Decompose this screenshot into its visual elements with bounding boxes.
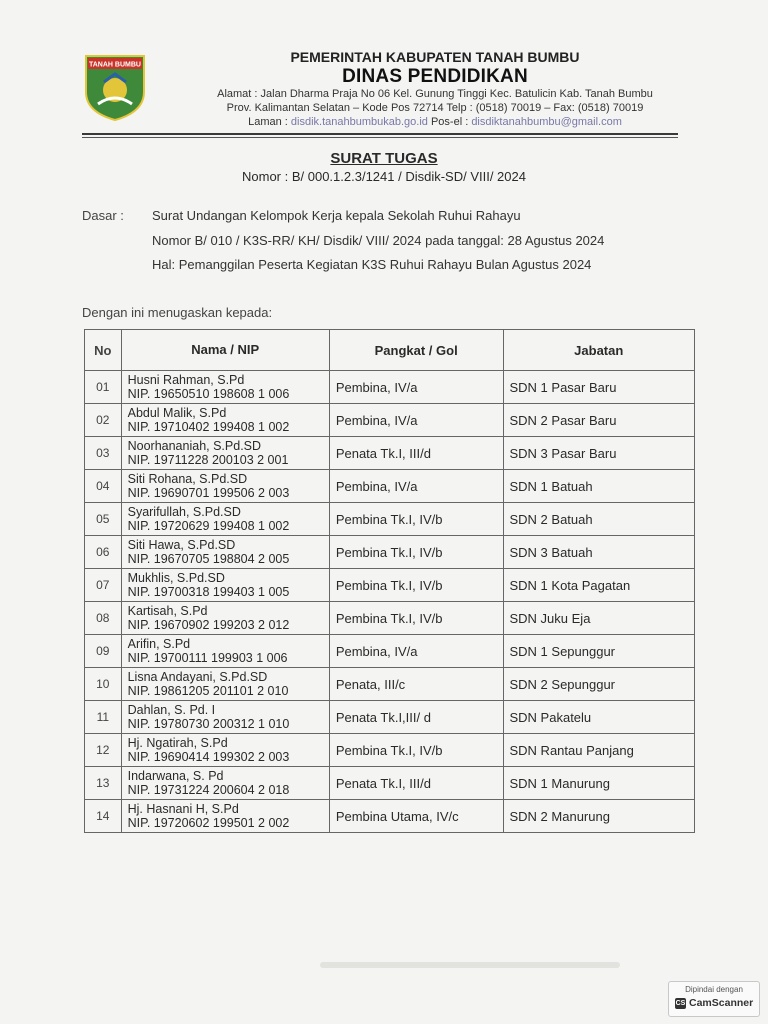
row-number: 06 (85, 536, 122, 569)
row-nip: NIP. 19670705 198804 2 005 (127, 552, 290, 566)
row-name-nip (121, 800, 329, 833)
row-rank: Penata, III/c (329, 668, 503, 701)
row-name: Syarifullah, S.Pd.SD (127, 505, 241, 519)
row-nip: NIP. 19720629 199408 1 002 (127, 519, 290, 533)
row-rank: Pembina Tk.I, IV/b (329, 536, 503, 569)
row-name-nip (121, 668, 329, 701)
letterhead-contact (155, 116, 715, 128)
row-nip: NIP. 19690414 199302 2 003 (127, 750, 290, 764)
table-row (85, 767, 695, 800)
email-label: Pos-el : (430, 116, 469, 128)
svg-text:TANAH BUMBU: TANAH BUMBU (89, 61, 141, 69)
row-position: SDN 1 Manurung (503, 767, 695, 800)
table-row (85, 701, 695, 734)
row-name: Arifin, S.Pd (127, 637, 191, 651)
row-rank: Pembina Tk.I, IV/b (329, 602, 503, 635)
row-name-nip (121, 437, 329, 470)
row-rank: Pembina Utama, IV/c (329, 800, 503, 833)
table-row (85, 668, 695, 701)
row-number: 07 (85, 569, 122, 602)
row-name: Indarwana, S. Pd (127, 769, 224, 783)
row-name: Hj. Ngatirah, S.Pd (127, 736, 228, 750)
table-row (85, 734, 695, 767)
row-name: Mukhlis, S.Pd.SD (127, 571, 225, 585)
row-rank: Pembina, IV/a (329, 371, 503, 404)
row-name-nip (121, 701, 329, 734)
dasar-line-3: Hal: Pemanggilan Peserta Kegiatan K3S Ruhui Rahayu Bulan Agustus 2024 (152, 257, 592, 272)
table-row (85, 536, 695, 569)
row-name: Siti Hawa, S.Pd.SD (127, 538, 236, 552)
row-position: SDN 2 Batuah (503, 503, 695, 536)
row-number: 10 (85, 668, 122, 701)
camscanner-badge (668, 981, 760, 1017)
table-row (85, 602, 695, 635)
assignment-table (84, 329, 695, 833)
row-number: 01 (85, 371, 122, 404)
dasar-line-2: Nomor B/ 010 / K3S-RR/ KH/ Disdik/ VIII/ 2024 pada tanggal: 28 Agustus 2024 (152, 233, 605, 248)
header-name-nip: Nama / NIP (121, 330, 329, 371)
row-name-nip (121, 734, 329, 767)
row-name: Noorhananiah, S.Pd.SD (127, 439, 262, 453)
row-position: SDN 3 Batuah (503, 536, 695, 569)
row-position: SDN Juku Eja (503, 602, 695, 635)
row-nip: NIP. 19700111 199903 1 006 (127, 651, 288, 665)
letterhead-rule-thick (82, 133, 678, 135)
row-nip: NIP. 19720602 199501 2 002 (127, 816, 290, 830)
table-row (85, 503, 695, 536)
row-nip: NIP. 19861205 201101 2 010 (127, 684, 289, 698)
row-name-nip (121, 602, 329, 635)
camscanner-logo-icon: CS (675, 1000, 686, 1007)
dasar-line-1: Surat Undangan Kelompok Kerja kepala Sekolah Ruhui Rahayu (152, 208, 521, 223)
row-name-nip (121, 569, 329, 602)
row-name: Abdul Malik, S.Pd (127, 406, 227, 420)
row-rank: Pembina Tk.I, IV/b (329, 734, 503, 767)
row-name: Hj. Hasnani H, S.Pd (127, 802, 239, 816)
row-number: 05 (85, 503, 122, 536)
letterhead-rule-thin (82, 137, 678, 138)
website-label: Laman : (248, 116, 288, 128)
table-row (85, 371, 695, 404)
table-header-row (85, 330, 695, 371)
table-row (85, 404, 695, 437)
camscanner-name: CamScanner (689, 997, 754, 1009)
row-number: 04 (85, 470, 122, 503)
row-name-nip (121, 470, 329, 503)
row-rank: Pembina Tk.I, IV/b (329, 569, 503, 602)
row-name: Dahlan, S. Pd. I (127, 703, 216, 717)
row-position: SDN 1 Kota Pagatan (503, 569, 695, 602)
row-position: SDN Rantau Panjang (503, 734, 695, 767)
row-rank: Penata Tk.I, III/d (329, 767, 503, 800)
row-nip: NIP. 19670902 199203 2 012 (127, 618, 290, 632)
row-number: 12 (85, 734, 122, 767)
header-rank: Pangkat / Gol (329, 330, 503, 371)
row-position: SDN 2 Sepunggur (503, 668, 695, 701)
row-position: SDN 1 Pasar Baru (503, 371, 695, 404)
row-rank: Pembina, IV/a (329, 635, 503, 668)
letterhead-address-line2: Prov. Kalimantan Selatan – Kode Pos 72714 Telp : (0518) 70019 – Fax: (0518) 70019 (226, 102, 644, 114)
row-name: Husni Rahman, S.Pd (127, 373, 245, 387)
table-row (85, 437, 695, 470)
tanah-bumbu-crest-logo (82, 52, 148, 122)
row-number: 14 (85, 800, 122, 833)
letterhead-dept: DINAS PENDIDIKAN (342, 66, 528, 87)
email-link[interactable]: disdiktanahbumbu@gmail.com (471, 116, 622, 128)
row-name: Siti Rohana, S.Pd.SD (127, 472, 248, 486)
row-position: SDN 2 Pasar Baru (503, 404, 695, 437)
row-name: Kartisah, S.Pd (127, 604, 208, 618)
row-rank: Pembina Tk.I, IV/b (329, 503, 503, 536)
row-name-nip (121, 404, 329, 437)
row-name-nip (121, 371, 329, 404)
row-number: 02 (85, 404, 122, 437)
row-number: 13 (85, 767, 122, 800)
row-nip: NIP. 19731224 200604 2 018 (127, 783, 290, 797)
row-name-nip (121, 635, 329, 668)
row-name-nip (121, 503, 329, 536)
table-row (85, 470, 695, 503)
camscanner-caption: Dipindai dengan (685, 985, 743, 994)
website-link[interactable]: disdik.tanahbumbukab.go.id (290, 116, 428, 128)
row-number: 11 (85, 701, 122, 734)
row-position: SDN 1 Sepunggur (503, 635, 695, 668)
row-position: SDN 2 Manurung (503, 800, 695, 833)
row-number: 08 (85, 602, 122, 635)
row-rank: Pembina, IV/a (329, 404, 503, 437)
table-row (85, 569, 695, 602)
row-name-nip (121, 767, 329, 800)
row-nip: NIP. 19690701 199506 2 003 (127, 486, 290, 500)
table-row (85, 800, 695, 833)
row-nip: NIP. 19710402 199408 1 002 (127, 420, 290, 434)
table-row (85, 635, 695, 668)
row-rank: Penata Tk.I, III/d (329, 437, 503, 470)
letterhead-org: PEMERINTAH KABUPATEN TANAH BUMBU (290, 49, 580, 65)
row-nip: NIP. 19700318 199403 1 005 (127, 585, 290, 599)
row-rank: Pembina, IV/a (329, 470, 503, 503)
dasar-label: Dasar : (82, 208, 124, 223)
header-no: No (85, 330, 122, 371)
document-title: SURAT TUGAS (330, 150, 438, 167)
row-nip: NIP. 19711228 200103 2 001 (127, 453, 289, 467)
row-name-nip (121, 536, 329, 569)
row-nip: NIP. 19650510 198608 1 006 (127, 387, 290, 401)
header-position: Jabatan (503, 330, 695, 371)
row-position: SDN Pakatelu (503, 701, 695, 734)
row-nip: NIP. 19780730 200312 1 010 (127, 717, 290, 731)
row-position: SDN 3 Pasar Baru (503, 437, 695, 470)
letterhead-address-line1: Alamat : Jalan Dharma Praja No 06 Kel. Gunung Tinggi Kec. Batulicin Kab. Tanah Bumbu (217, 88, 653, 100)
row-number: 03 (85, 437, 122, 470)
row-name: Lisna Andayani, S.Pd.SD (127, 670, 268, 684)
row-rank: Penata Tk.I,III/ d (329, 701, 503, 734)
row-number: 09 (85, 635, 122, 668)
assignment-intro: Dengan ini menugaskan kepada: (82, 305, 273, 320)
row-position: SDN 1 Batuah (503, 470, 695, 503)
letter-number: Nomor : B/ 000.1.2.3/1241 / Disdik-SD/ VIII/ 2024 (242, 169, 526, 184)
scan-smudge (320, 962, 620, 968)
